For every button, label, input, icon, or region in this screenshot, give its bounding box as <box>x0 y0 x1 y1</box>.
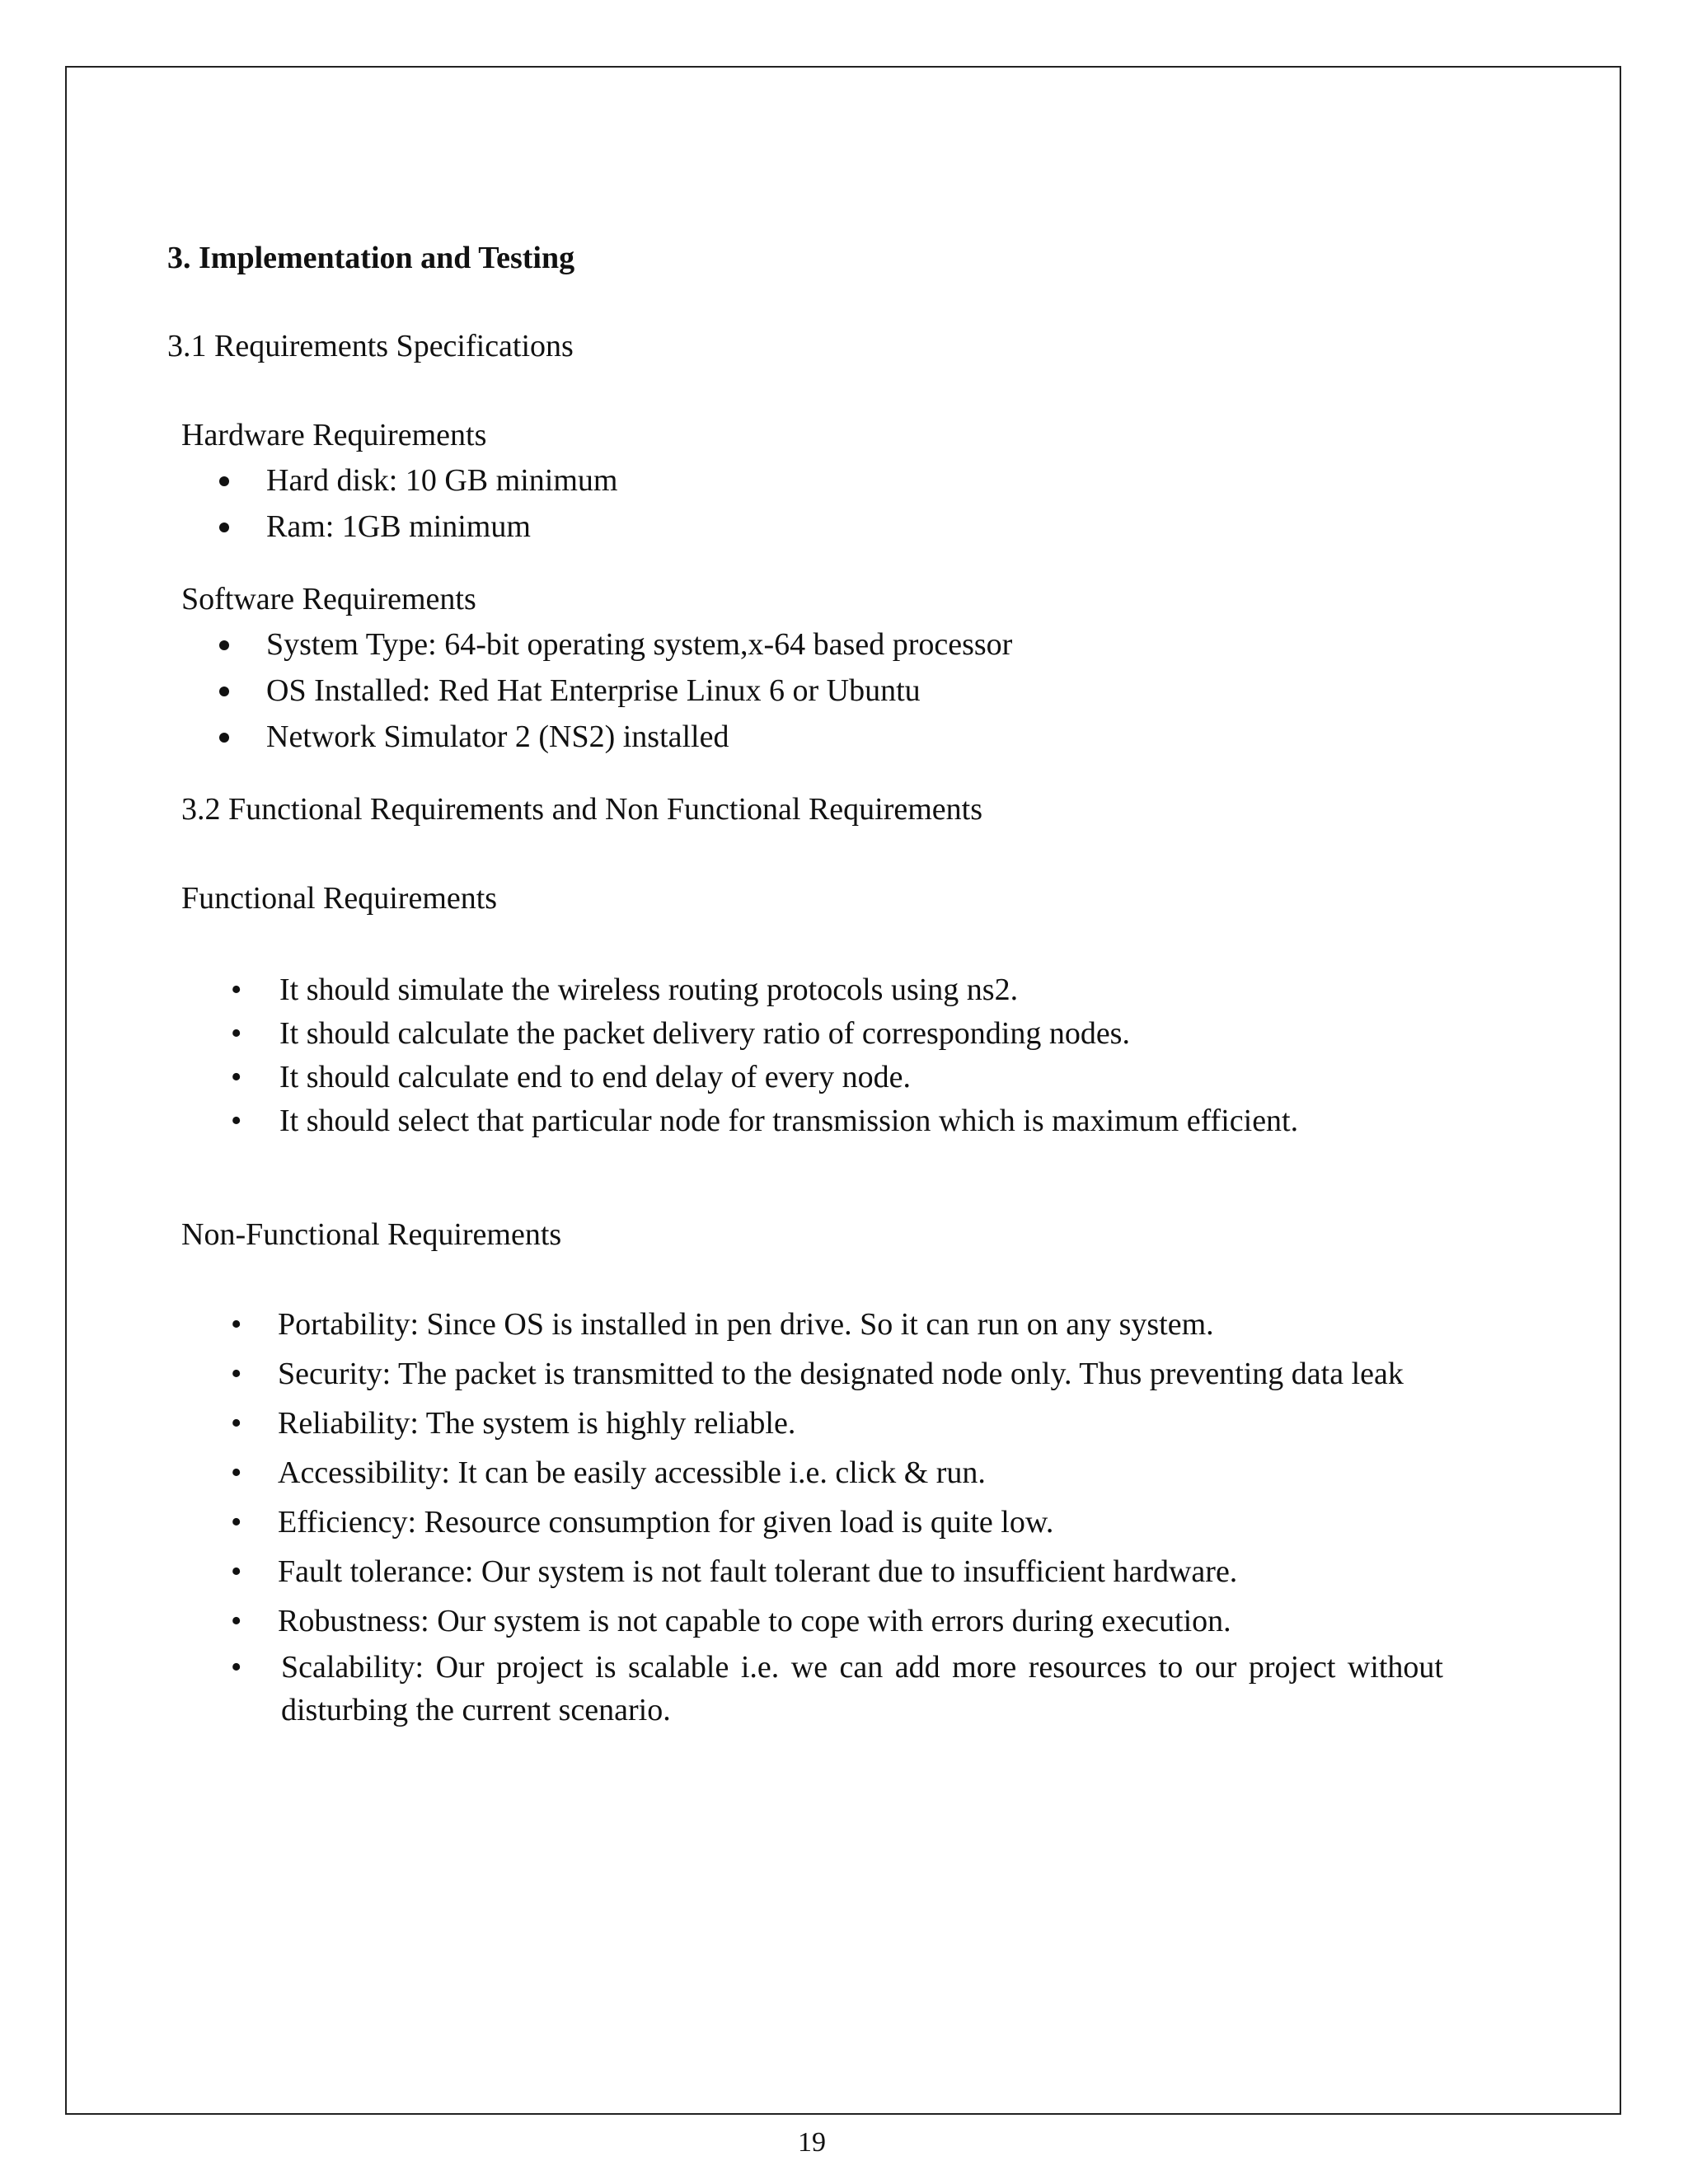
bullet-icon <box>219 687 229 696</box>
hardware-item: Ram: 1GB minimum <box>266 509 531 544</box>
bullet-icon: • <box>231 1016 242 1051</box>
software-item: System Type: 64-bit operating system,x-64 based processor <box>266 627 1013 662</box>
subsection-heading-3-1: 3.1 Requirements Specifications <box>167 329 574 363</box>
nonfunctional-item: Scalability: Our project is scalable i.e. we can add more resources to our project without disturbing the current scenario. <box>281 1650 1443 1727</box>
bullet-icon: • <box>231 1307 242 1342</box>
subsection-heading-3-2: 3.2 Functional Requirements and Non Functional Requirements <box>181 792 983 827</box>
functional-item: It should simulate the wireless routing protocols using ns2. <box>279 972 1019 1007</box>
nonfunctional-item: Security: The packet is transmitted to the designated node only. Thus preventing data leak <box>278 1357 1404 1391</box>
bullet-icon: • <box>231 1357 242 1391</box>
nonfunctional-item: Robustness: Our system is not capable to cope with errors during execution. <box>278 1604 1231 1638</box>
bullet-icon: • <box>231 972 242 1007</box>
functional-heading: Functional Requirements <box>181 881 498 916</box>
bullet-icon: • <box>231 1604 242 1638</box>
nonfunctional-item: Accessibility: It can be easily accessible i.e. click & run. <box>278 1455 986 1490</box>
bullet-icon: • <box>231 1505 242 1540</box>
hardware-item: Hard disk: 10 GB minimum <box>266 463 618 498</box>
nonfunctional-item: Efficiency: Resource consumption for given load is quite low. <box>278 1505 1054 1540</box>
software-heading: Software Requirements <box>181 582 476 616</box>
functional-item: It should calculate end to end delay of every node. <box>279 1060 912 1094</box>
nonfunctional-item: Portability: Since OS is installed in pen drive. So it can run on any system. <box>278 1307 1214 1342</box>
bullet-icon: • <box>231 1554 242 1589</box>
bullet-icon <box>219 733 229 743</box>
bullet-icon: • <box>231 1455 242 1490</box>
bullet-icon <box>219 523 229 532</box>
software-item: Network Simulator 2 (NS2) installed <box>266 719 729 754</box>
bullet-icon: • <box>231 1406 242 1441</box>
bullet-icon <box>219 476 229 486</box>
functional-item: It should calculate the packet delivery ratio of corresponding nodes. <box>279 1016 1130 1051</box>
hardware-heading: Hardware Requirements <box>181 418 487 452</box>
bullet-icon: • <box>231 1060 242 1094</box>
page-number: 19 <box>798 2127 826 2158</box>
nonfunctional-item: Reliability: The system is highly reliable. <box>278 1406 796 1441</box>
section-title: 3. Implementation and Testing <box>167 241 575 275</box>
bullet-icon: • <box>231 1650 242 1685</box>
nonfunctional-heading: Non-Functional Requirements <box>181 1217 562 1252</box>
nonfunctional-item: Fault tolerance: Our system is not fault tolerant due to insufficient hardware. <box>278 1554 1238 1589</box>
software-item: OS Installed: Red Hat Enterprise Linux 6 or Ubuntu <box>266 673 921 708</box>
functional-item: It should select that particular node for transmission which is maximum efficient. <box>279 1104 1299 1138</box>
bullet-icon: • <box>231 1104 242 1138</box>
bullet-icon <box>219 640 229 650</box>
